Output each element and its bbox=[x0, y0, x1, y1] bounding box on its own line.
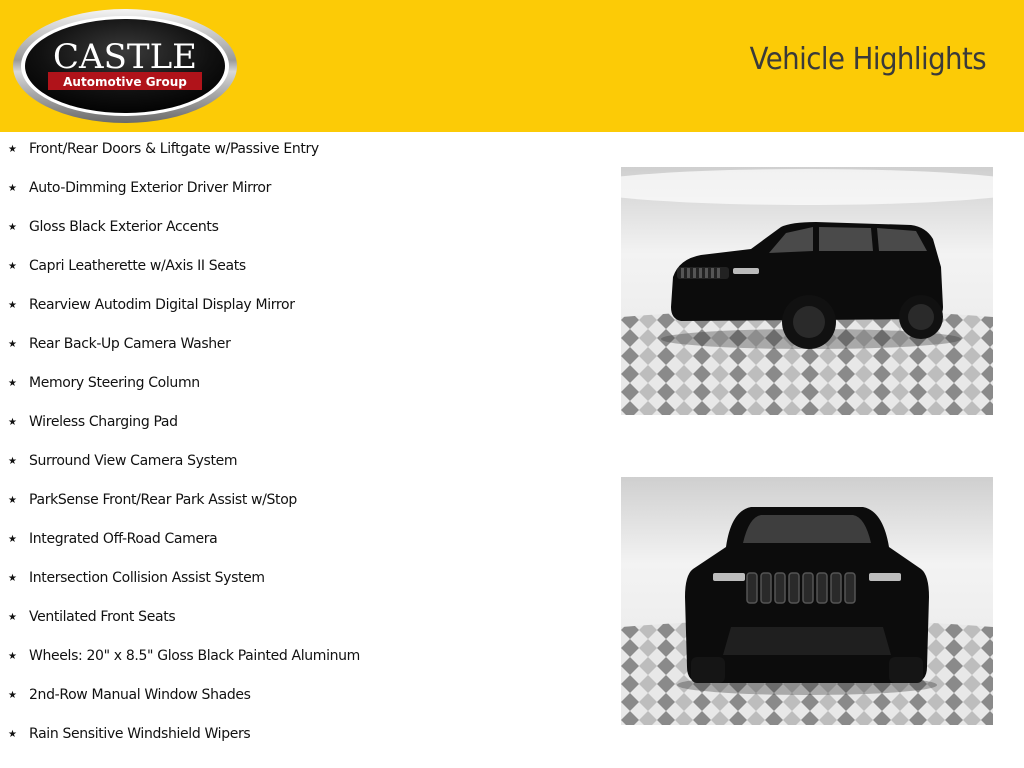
highlight-text: Capri Leatherette w/Axis II Seats bbox=[29, 258, 246, 274]
header-bar bbox=[0, 0, 1024, 132]
star-icon: ★ bbox=[8, 534, 17, 545]
highlight-text: Intersection Collision Assist System bbox=[29, 570, 265, 586]
highlight-item bbox=[8, 336, 360, 375]
star-icon: ★ bbox=[8, 690, 17, 701]
highlight-text: Wireless Charging Pad bbox=[29, 414, 178, 430]
highlight-item bbox=[8, 219, 360, 258]
star-icon: ★ bbox=[8, 573, 17, 584]
highlights-list bbox=[8, 141, 360, 765]
page-title: Vehicle Highlights bbox=[749, 42, 986, 77]
highlight-text: Rearview Autodim Digital Display Mirror bbox=[29, 297, 295, 313]
castle-logo bbox=[12, 8, 238, 124]
star-icon: ★ bbox=[8, 495, 17, 506]
highlight-text: Integrated Off-Road Camera bbox=[29, 531, 218, 547]
highlight-item bbox=[8, 648, 360, 687]
highlight-text: Rain Sensitive Windshield Wipers bbox=[29, 726, 251, 742]
star-icon: ★ bbox=[8, 300, 17, 311]
highlight-text: Auto-Dimming Exterior Driver Mirror bbox=[29, 180, 272, 196]
vehicle-side-view-photo bbox=[621, 167, 993, 415]
highlight-text: ParkSense Front/Rear Park Assist w/Stop bbox=[29, 492, 297, 508]
highlight-text: 2nd-Row Manual Window Shades bbox=[29, 687, 251, 703]
highlight-item bbox=[8, 687, 360, 726]
star-icon: ★ bbox=[8, 261, 17, 272]
highlight-item bbox=[8, 297, 360, 336]
logo-wordmark: CASTLE bbox=[53, 37, 197, 77]
highlight-text: Front/Rear Doors & Liftgate w/Passive Entry bbox=[29, 141, 319, 157]
highlight-text: Ventilated Front Seats bbox=[29, 609, 176, 625]
star-icon: ★ bbox=[8, 729, 17, 740]
star-icon: ★ bbox=[8, 417, 17, 428]
highlight-item bbox=[8, 258, 360, 297]
highlight-item bbox=[8, 726, 360, 765]
highlight-item bbox=[8, 570, 360, 609]
star-icon: ★ bbox=[8, 183, 17, 194]
vehicle-front-view-photo bbox=[621, 477, 993, 725]
highlight-text: Surround View Camera System bbox=[29, 453, 238, 469]
highlight-item bbox=[8, 180, 360, 219]
highlight-item bbox=[8, 531, 360, 570]
highlight-text: Rear Back-Up Camera Washer bbox=[29, 336, 231, 352]
highlight-text: Memory Steering Column bbox=[29, 375, 200, 391]
star-icon: ★ bbox=[8, 144, 17, 155]
highlight-item bbox=[8, 609, 360, 648]
star-icon: ★ bbox=[8, 339, 17, 350]
highlight-item bbox=[8, 141, 360, 180]
highlight-item bbox=[8, 453, 360, 492]
highlight-text: Wheels: 20" x 8.5" Gloss Black Painted Aluminum bbox=[29, 648, 360, 664]
star-icon: ★ bbox=[8, 612, 17, 623]
highlight-item bbox=[8, 375, 360, 414]
highlight-item bbox=[8, 492, 360, 531]
logo-tagline: Automotive Group bbox=[63, 75, 187, 89]
highlight-item bbox=[8, 414, 360, 453]
star-icon: ★ bbox=[8, 456, 17, 467]
star-icon: ★ bbox=[8, 378, 17, 389]
highlight-text: Gloss Black Exterior Accents bbox=[29, 219, 219, 235]
star-icon: ★ bbox=[8, 651, 17, 662]
star-icon: ★ bbox=[8, 222, 17, 233]
